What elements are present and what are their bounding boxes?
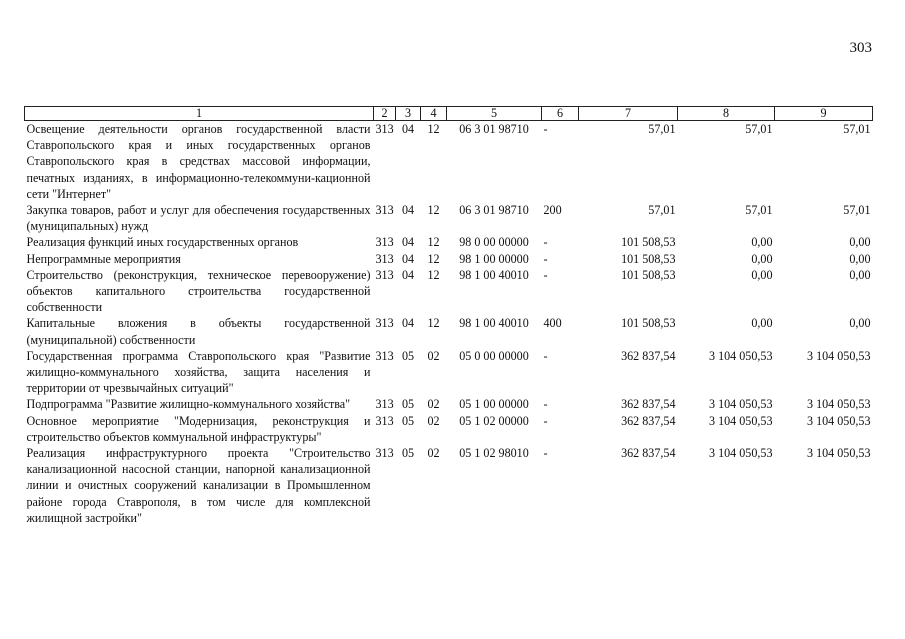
column-header-1: 1 (25, 107, 374, 121)
cell-csr: 06 3 01 98710 (459, 203, 529, 218)
row-name: Закупка товаров, работ и услуг для обеспечения государственных (муниципальных) нужд (26, 203, 371, 234)
cell-amount-9: 57,01 (843, 203, 871, 218)
table-row (25, 396, 873, 412)
cell-amount-9: 3 104 050,53 (807, 413, 871, 428)
row-name: Реализация инфраструктурного проекта "Строительство канализационной насосной станции, напорной канализационной линии и очистных сооружений канализации в Промышленном районе города Ставрополя, в том числе для комплексной жилищной застройки" (26, 446, 371, 525)
column-header-2: 2 (374, 107, 396, 121)
cell-amount-8: 0,00 (751, 316, 773, 331)
cell-amount-7: 362 837,54 (621, 446, 676, 461)
row-name: Реализация функций иных государственных органов (26, 235, 299, 250)
row-name: Освещение деятельности органов государственной власти Ставропольского края и иных государственных органов Ставропольского края в средствах массовой информации, печатных изданиях, в информационно-телекоммуни-кационной сети "Интернет" (26, 122, 371, 201)
cell-ved: 313 (375, 348, 394, 363)
cell-csr: 05 1 00 00000 (459, 397, 529, 412)
cell-rz: 04 (401, 122, 415, 136)
row-name: Основное мероприятие "Модернизация, реконструкция и строительство объектов коммунальной инфраструктуры" (26, 413, 371, 444)
cell-amount-9: 0,00 (849, 251, 871, 266)
table-row (25, 251, 873, 267)
cell-amount-7: 362 837,54 (621, 348, 676, 363)
cell-amount-9: 3 104 050,53 (807, 348, 871, 363)
table-row (25, 121, 873, 203)
cell-amount-9: 3 104 050,53 (807, 446, 871, 461)
cell-amount-9: 57,01 (843, 122, 871, 136)
cell-vr: 200 (543, 203, 562, 218)
row-name: Строительство (реконструкция, техническое перевооружение) объектов капитального строительства государственной собственности (26, 267, 371, 315)
cell-amount-9: 0,00 (849, 235, 871, 250)
cell-rz: 04 (401, 203, 415, 218)
cell-pr: 12 (427, 316, 440, 331)
row-name: Непрограммные мероприятия (26, 251, 181, 266)
cell-vr: - (543, 397, 548, 412)
cell-rz: 05 (401, 413, 415, 428)
cell-amount-8: 0,00 (751, 251, 773, 266)
cell-amount-9: 0,00 (849, 267, 871, 282)
cell-amount-8: 3 104 050,53 (709, 348, 773, 363)
cell-pr: 02 (427, 446, 440, 461)
page-number: 303 (849, 40, 872, 56)
cell-csr: 05 1 02 00000 (459, 413, 529, 428)
cell-pr: 12 (427, 122, 440, 136)
budget-table (24, 106, 873, 526)
cell-csr: 98 1 00 40010 (459, 316, 529, 331)
cell-amount-8: 57,01 (745, 122, 773, 136)
cell-vr: - (543, 251, 548, 266)
table-row (25, 315, 873, 347)
cell-ved: 313 (375, 203, 394, 218)
cell-amount-7: 57,01 (648, 122, 676, 136)
cell-pr: 02 (427, 348, 440, 363)
cell-amount-7: 101 508,53 (621, 267, 676, 282)
cell-pr: 12 (427, 235, 440, 250)
column-header-6: 6 (542, 107, 579, 121)
cell-amount-8: 0,00 (751, 235, 773, 250)
cell-amount-8: 0,00 (751, 267, 773, 282)
cell-amount-8: 3 104 050,53 (709, 413, 773, 428)
cell-csr: 06 3 01 98710 (459, 122, 529, 136)
cell-vr: - (543, 122, 548, 136)
cell-rz: 05 (401, 397, 415, 412)
cell-vr: 400 (543, 316, 562, 331)
cell-amount-8: 57,01 (745, 203, 773, 218)
table-body (25, 121, 873, 527)
column-header-9: 9 (775, 107, 873, 121)
cell-pr: 12 (427, 267, 440, 282)
table-row (25, 445, 873, 526)
cell-amount-9: 3 104 050,53 (807, 397, 871, 412)
table-row (25, 234, 873, 250)
cell-ved: 313 (375, 251, 394, 266)
cell-vr: - (543, 267, 548, 282)
cell-amount-7: 101 508,53 (621, 251, 676, 266)
cell-rz: 05 (401, 446, 415, 461)
cell-amount-7: 362 837,54 (621, 413, 676, 428)
row-name: Подпрограмма "Развитие жилищно-коммунального хозяйства" (26, 397, 351, 412)
cell-rz: 04 (401, 316, 415, 331)
table-row (25, 267, 873, 316)
cell-pr: 12 (427, 203, 440, 218)
row-name: Государственная программа Ставропольского края "Развитие жилищно-коммунального хозяйства, защита населения и территории от чрезвычайных ситуаций" (26, 348, 371, 396)
cell-csr: 05 1 02 98010 (459, 446, 529, 461)
column-header-4: 4 (421, 107, 447, 121)
header-row (25, 107, 873, 121)
cell-ved: 313 (375, 235, 394, 250)
cell-ved: 313 (375, 413, 394, 428)
cell-rz: 04 (401, 267, 415, 282)
cell-rz: 05 (401, 348, 415, 363)
cell-ved: 313 (375, 446, 394, 461)
cell-ved: 313 (375, 267, 394, 282)
table-row (25, 348, 873, 397)
cell-rz: 04 (401, 235, 415, 250)
cell-ved: 313 (375, 122, 394, 136)
cell-pr: 02 (427, 397, 440, 412)
cell-csr: 98 0 00 00000 (459, 235, 529, 250)
cell-amount-7: 57,01 (648, 203, 676, 218)
cell-csr: 05 0 00 00000 (459, 348, 529, 363)
table-row (25, 202, 873, 234)
column-header-3: 3 (396, 107, 421, 121)
cell-amount-8: 3 104 050,53 (709, 446, 773, 461)
column-header-7: 7 (579, 107, 678, 121)
cell-vr: - (543, 235, 548, 250)
cell-csr: 98 1 00 40010 (459, 267, 529, 282)
cell-amount-9: 0,00 (849, 316, 871, 331)
column-header-5: 5 (447, 107, 542, 121)
cell-vr: - (543, 446, 548, 461)
cell-amount-8: 3 104 050,53 (709, 397, 773, 412)
cell-pr: 12 (427, 251, 440, 266)
cell-amount-7: 101 508,53 (621, 235, 676, 250)
cell-amount-7: 101 508,53 (621, 316, 676, 331)
table-row (25, 413, 873, 445)
cell-pr: 02 (427, 413, 440, 428)
cell-csr: 98 1 00 00000 (459, 251, 529, 266)
row-name: Капитальные вложения в объекты государственной (муниципальной) собственности (26, 316, 371, 347)
column-header-8: 8 (678, 107, 775, 121)
cell-amount-7: 362 837,54 (621, 397, 676, 412)
cell-ved: 313 (375, 316, 394, 331)
cell-rz: 04 (401, 251, 415, 266)
cell-vr: - (543, 348, 548, 363)
cell-ved: 313 (375, 397, 394, 412)
cell-vr: - (543, 413, 548, 428)
